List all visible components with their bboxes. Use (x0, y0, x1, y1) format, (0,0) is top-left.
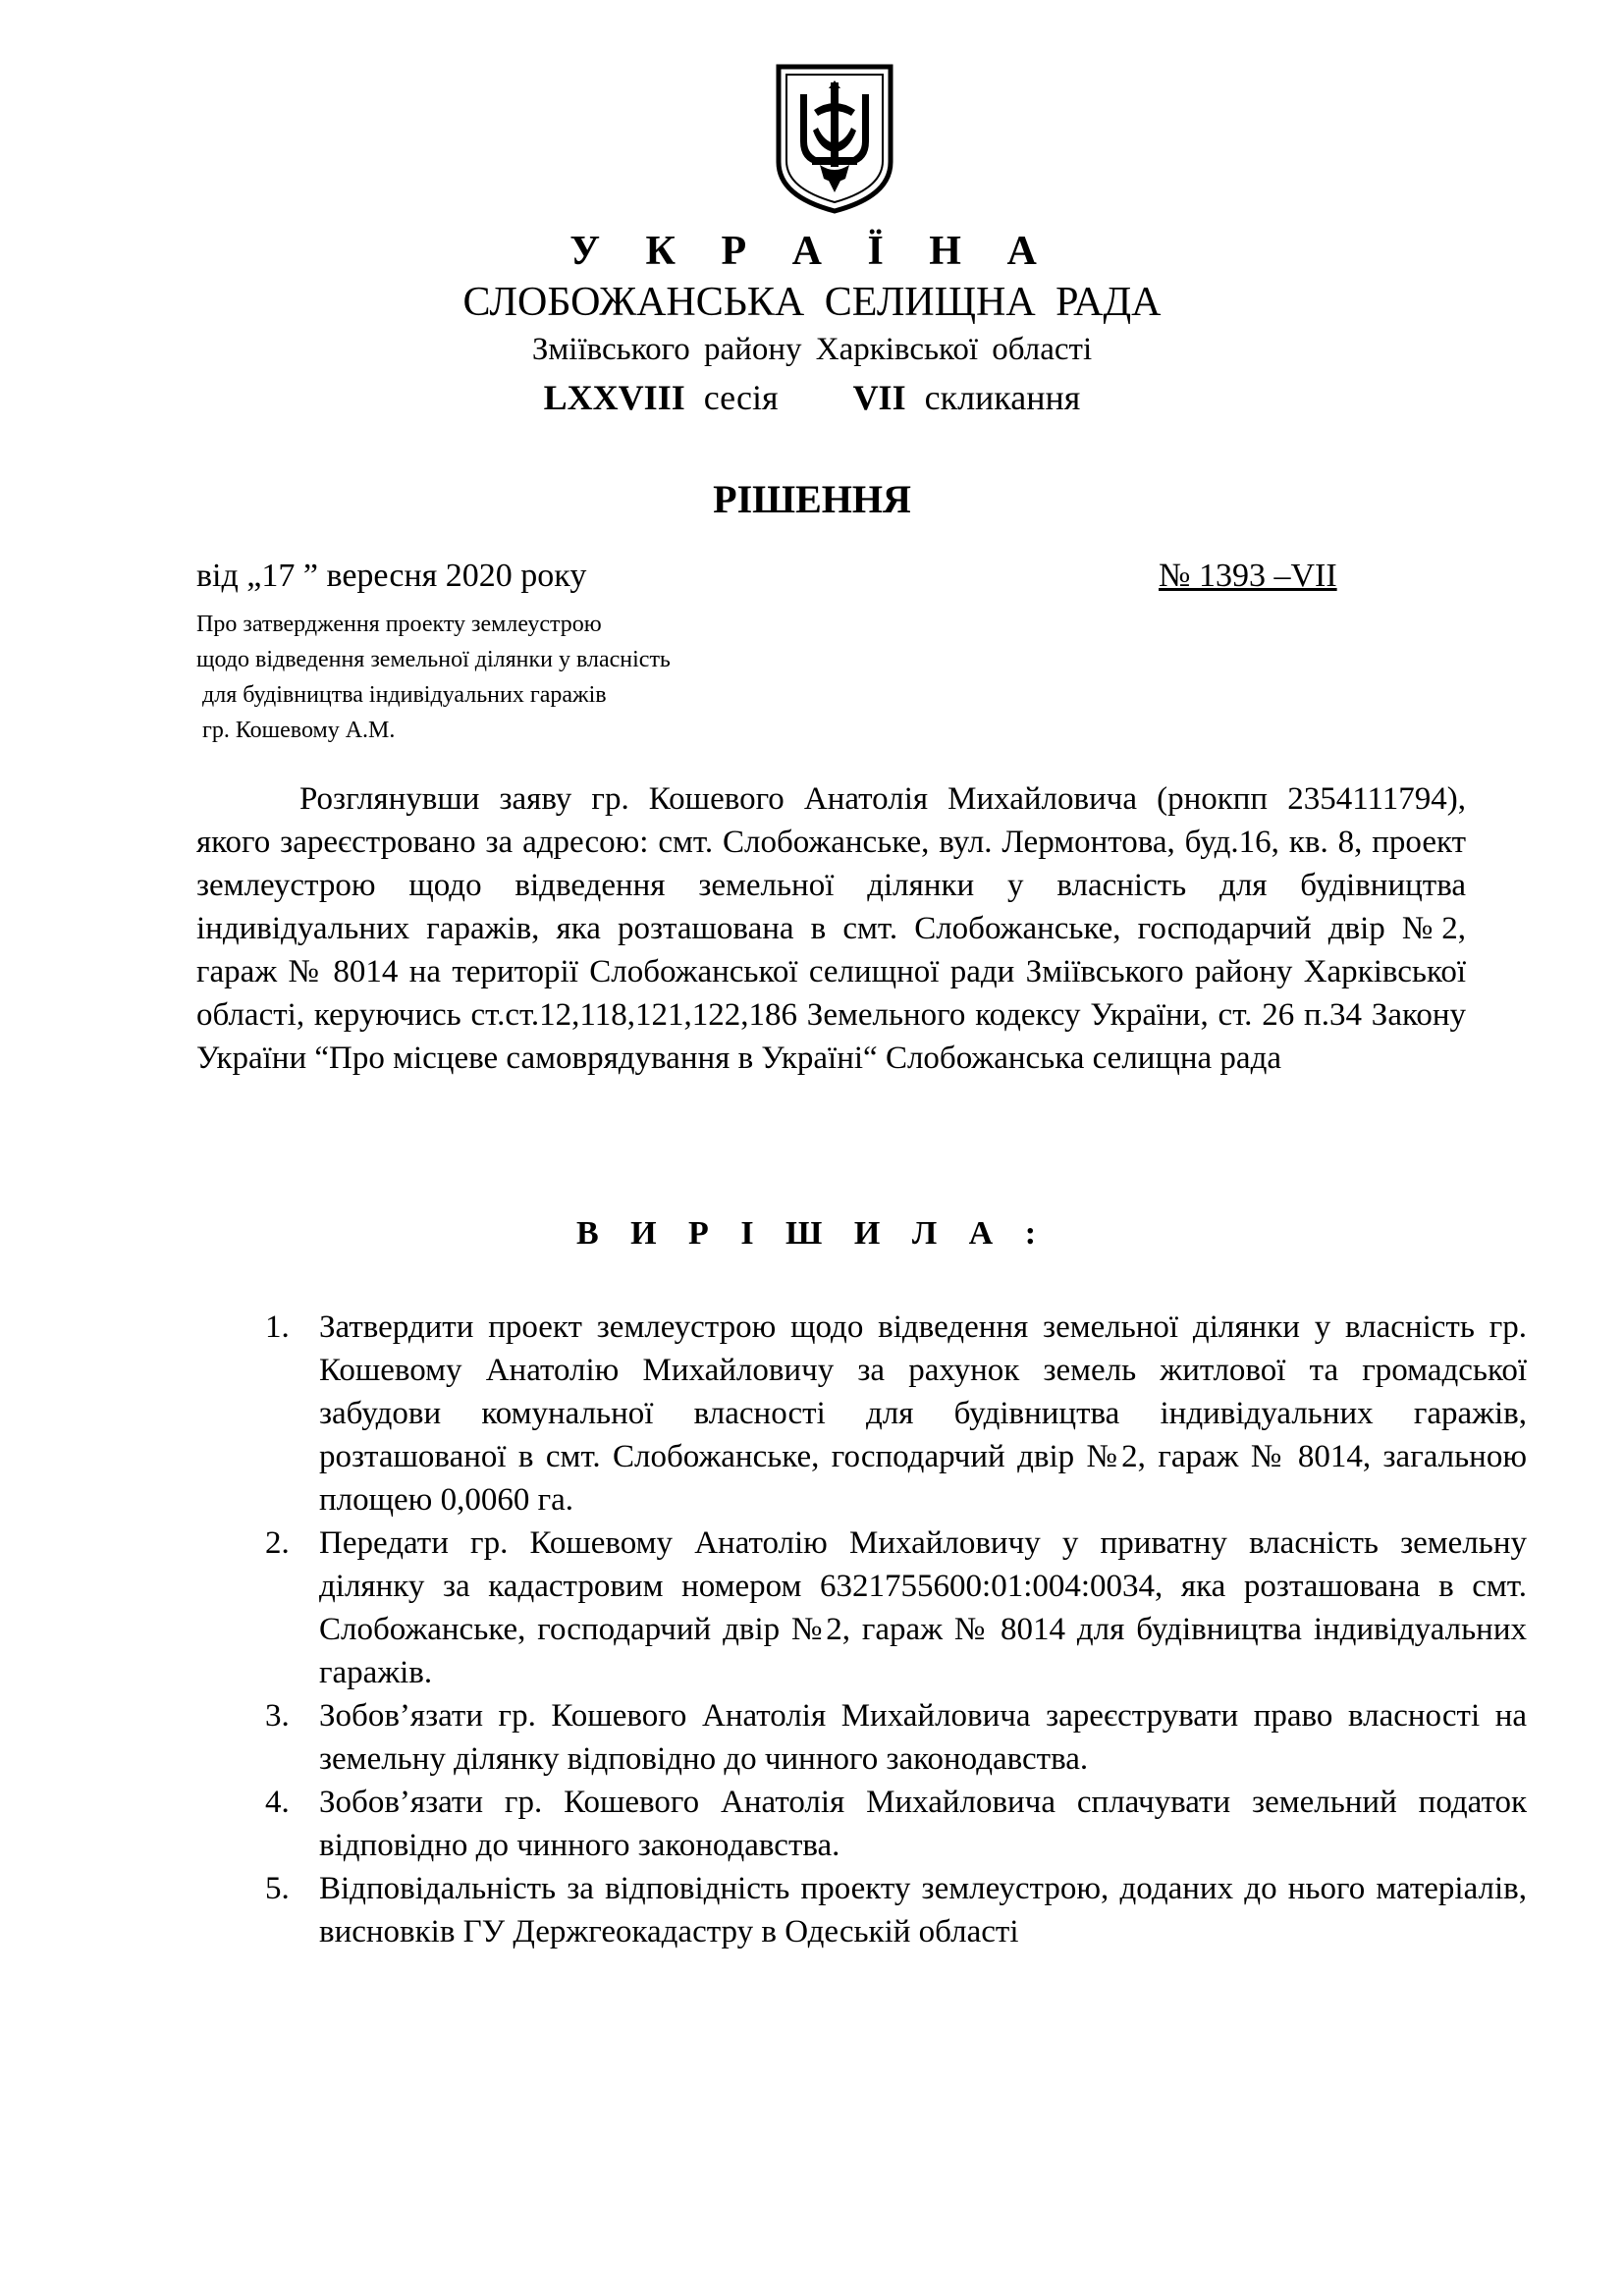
council-name: СЛОБОЖАНСЬКА СЕЛИЩНА РАДА (462, 280, 1162, 325)
item-number: 2. (265, 1525, 290, 1561)
document-subject (196, 607, 671, 748)
decided-heading: В И Р І Ш И Л А : (575, 1215, 1049, 1252)
decision-item (265, 1867, 1527, 1953)
subject-line: щодо відведення земельної ділянки у власність (196, 647, 671, 672)
item-number: 5. (265, 1871, 290, 1906)
document-type: РІШЕННЯ (713, 477, 911, 521)
item-text: Затвердити проект землеустрою щодо відведення земельної ділянки у власність гр. Кошевому Анатолію Михайловичу за рахунок земель житлової та громадської забудови комунальної власності для будівництва індивідуальних гаражів, розташованої в смт. Слобожанське, господарчий двір №2, гараж № 8014, загальною площею 0,0060 га. (319, 1309, 1527, 1518)
preamble-paragraph: Розглянувши заяву гр. Кошевого Анатолія Михайловича (рнокпп 2354111794), якого зареєстровано за адресою: смт. Слобожанське, вул. Лермонтова, буд.16, кв. 8, проект землеустрою щодо відведення земельної ділянки у власність для будівництва індивідуальних гаражів, яка розташована в смт. Слобожанське, господарчий двір №2, гараж № 8014 на території Слобожанської селищної ради Зміївського району Харківської області, керуючись ст.ст.12,118,121,122,186 Земельного кодексу України, ст. 26 п.34 Закону України “Про місцеве самоврядування в Україні“ Слобожанська селищна рада (196, 781, 1466, 1076)
session-number: LXXVIII (543, 378, 685, 417)
item-text: Відповідальність за відповідність проекту землеустрою, доданих до нього матеріалів, висновків ГУ Держгеокадастру в Одеській області (319, 1871, 1527, 1949)
item-number: 4. (265, 1785, 290, 1820)
decision-item (265, 1522, 1527, 1694)
coat-of-arms-icon (771, 59, 898, 216)
document-number: № 1393 –VII (1159, 558, 1337, 594)
decision-item (265, 1781, 1527, 1867)
decision-item (265, 1306, 1527, 1522)
subject-line: для будівництва індивідуальних гаражів (196, 682, 607, 708)
item-number: 3. (265, 1698, 290, 1734)
item-text: Передати гр. Кошевому Анатолію Михайловичу у приватну власність земельну ділянку за кадастровим номером 6321755600:01:004:0034, яка розташована в смт. Слобожанське, господарчий двір №2, гараж № 8014 для будівництва індивідуальних гаражів. (319, 1525, 1527, 1690)
document-date: від „17 ” вересня 2020 року (196, 558, 587, 594)
convocation-word: скликання (924, 378, 1081, 417)
item-text: Зобов’язати гр. Кошевого Анатолія Михайловича сплачувати земельний податок відповідно до чинного законодавства. (319, 1785, 1527, 1863)
country-title: У К Р А Ї Н А (569, 229, 1055, 274)
decision-list (265, 1306, 1527, 1953)
decision-item (265, 1694, 1527, 1781)
session-line (0, 377, 1624, 418)
convocation-number: VII (852, 378, 906, 417)
subject-line: Про затвердження проекту землеустрою (196, 612, 602, 637)
session-word: сесія (703, 378, 779, 417)
item-number: 1. (265, 1309, 290, 1345)
subject-line: гр. Кошевому А.М. (196, 718, 396, 743)
item-text: Зобов’язати гр. Кошевого Анатолія Михайловича зареєструвати право власності на земельну ділянку відповідно до чинного законодавства. (319, 1698, 1527, 1777)
district-region: Зміївського району Харківської області (531, 332, 1093, 367)
